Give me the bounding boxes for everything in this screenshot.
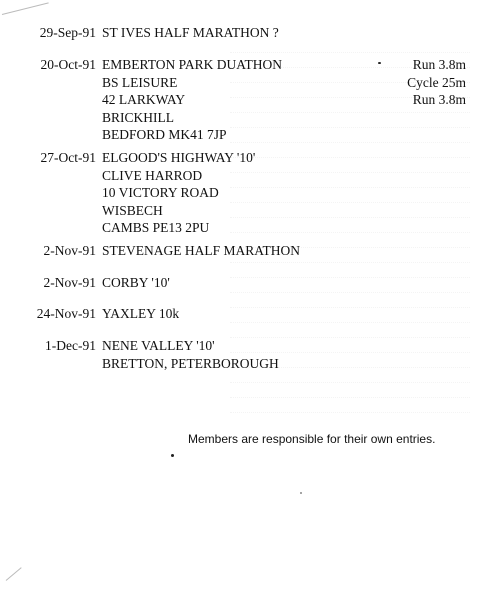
race-date: 20-Oct-91 (40, 57, 96, 72)
stage-note: Run 3.8m (412, 92, 466, 107)
race-name: ST IVES HALF MARATHON ? (102, 25, 279, 40)
contact-line: CLIVE HARROD (102, 167, 203, 183)
race-entry (6, 305, 466, 323)
address-line: BEDFORD MK41 7JP (102, 127, 227, 142)
address-line: CAMBS PE13 2PU (102, 220, 210, 235)
ink-speck (300, 492, 302, 494)
race-entry (6, 337, 466, 373)
address-line: WISBECH (102, 202, 163, 218)
stage-note: Run 3.8m (412, 57, 466, 72)
members-note: Members are responsible for their own entries. (188, 432, 436, 446)
race-name: YAXLEY 10k (102, 306, 180, 321)
race-entry (6, 242, 466, 260)
address-line: BRICKHILL (102, 109, 174, 125)
race-entry (6, 274, 466, 292)
race-date: 1-Dec-91 (45, 338, 96, 353)
address-line: 42 LARKWAY (102, 92, 186, 107)
scratch-mark (2, 2, 49, 15)
contact-line: BS LEISURE (102, 74, 178, 90)
race-stages (407, 56, 466, 109)
race-entry (6, 149, 466, 237)
race-name: EMBERTON PARK DUATHON (102, 57, 282, 72)
address-line: 10 VICTORY ROAD (102, 185, 219, 200)
stage-note: Cycle 25m (407, 74, 466, 90)
race-name: ELGOOD'S HIGHWAY '10' (102, 150, 256, 165)
race-date: 2-Nov-91 (43, 275, 96, 290)
address-line: BRETTON, PETERBOROUGH (102, 355, 279, 371)
ink-speck (171, 454, 174, 457)
race-name: NENE VALLEY '10' (102, 338, 215, 353)
race-details (102, 337, 279, 372)
race-details (102, 56, 282, 144)
race-details (102, 24, 279, 42)
race-date: 27-Oct-91 (40, 150, 96, 165)
race-name: CORBY '10' (102, 275, 170, 290)
race-details (102, 274, 170, 292)
race-date: 29-Sep-91 (39, 25, 96, 40)
race-entry (6, 56, 466, 144)
scratch-mark (6, 567, 22, 581)
race-details (102, 149, 255, 237)
race-date: 2-Nov-91 (43, 243, 96, 258)
race-date: 24-Nov-91 (36, 306, 96, 321)
race-entry (6, 24, 466, 42)
race-name: STEVENAGE HALF MARATHON (102, 243, 300, 258)
race-details (102, 305, 179, 323)
race-details (102, 242, 300, 260)
